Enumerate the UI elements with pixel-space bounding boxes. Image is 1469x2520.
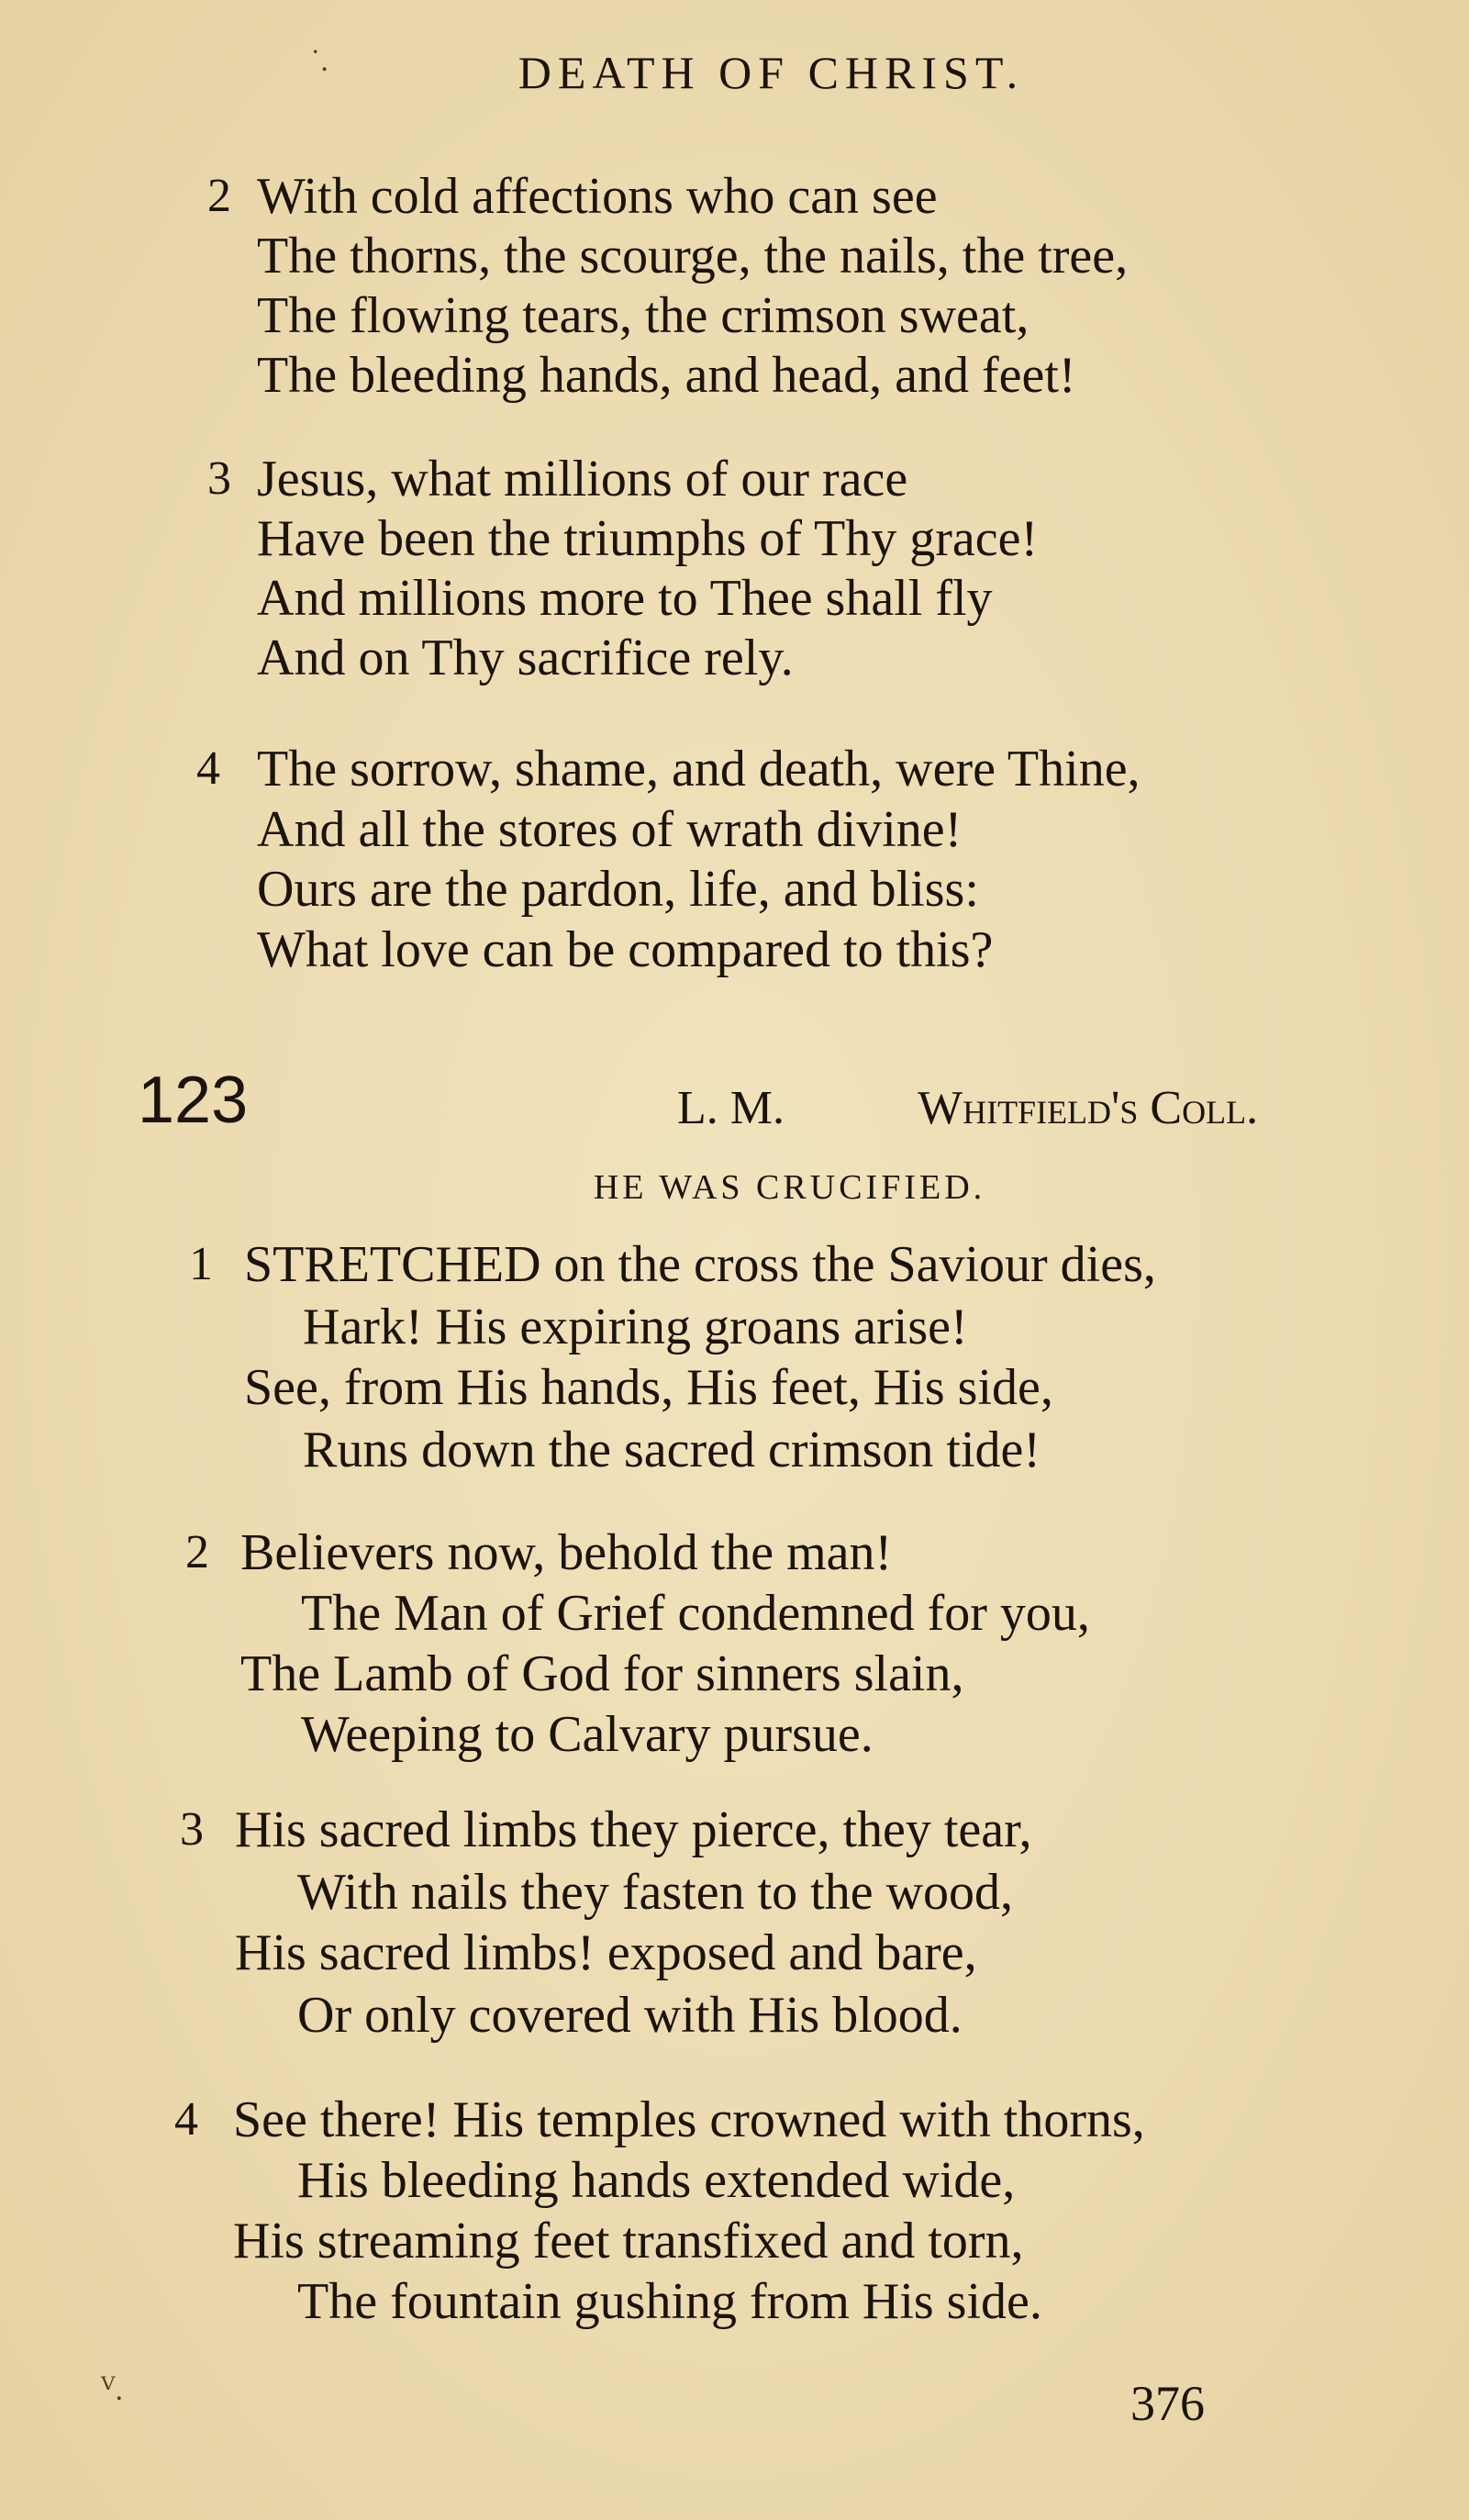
stanza-line: And all the stores of wrath divine! (257, 801, 963, 858)
stanza-line: Hark! His expiring groans arise! (303, 1299, 968, 1355)
stanza-line: Ours are the pardon, life, and bliss: (257, 861, 979, 918)
stanza-line: See, from His hands, His feet, His side, (244, 1359, 1053, 1416)
stanza-line: Have been the triumphs of Thy grace! (257, 510, 1039, 567)
page-number: 376 (1130, 2376, 1205, 2431)
stanza-line: His bleeding hands extended wide, (297, 2152, 1016, 2209)
corner-mark-bottom: ⱽ. (101, 2373, 123, 2407)
hymn-number: 123 (138, 1064, 249, 1137)
stanza-line: The Lamb of God for sinners slain, (240, 1645, 964, 1702)
stanza-line: The Man of Grief condemned for you, (301, 1585, 1090, 1642)
hymn-meter: L. M. (677, 1082, 785, 1134)
page-header-title: DEATH OF CHRIST. (517, 47, 1025, 98)
stanza-line: Or only covered with His blood. (297, 1987, 963, 2044)
stanza-line: With cold affections who can see (257, 168, 938, 225)
stanza-line: Weeping to Calvary pursue. (301, 1706, 874, 1763)
stanza-line: The thorns, the scourge, the nails, the tree, (257, 228, 1129, 284)
stanza-line: See there! His temples crowned with thorns, (233, 2091, 1145, 2148)
stanza-number: 3 (207, 452, 231, 505)
stanza-line: The sorrow, shame, and death, were Thine, (257, 741, 1141, 797)
stanza-line: Runs down the sacred crimson tide! (303, 1422, 1041, 1478)
stanza-line: The bleeding hands, and head, and feet! (257, 347, 1076, 404)
stanza-line: And millions more to Thee shall fly (257, 570, 993, 627)
stanza-line: His streaming feet transfixed and torn, (233, 2213, 1024, 2269)
stanza-line: The fountain gushing from His side. (297, 2273, 1042, 2330)
stanza-number: 4 (196, 742, 220, 795)
stanza-line: Believers now, behold the man! (240, 1524, 893, 1581)
stanza-line: His sacred limbs they pierce, they tear, (235, 1801, 1032, 1858)
corner-mark-top: ˙. (310, 44, 328, 78)
stanza-line: Jesus, what millions of our race (257, 451, 908, 507)
stanza-number: 2 (185, 1526, 209, 1578)
hymn-title: HE WAS CRUCIFIED. (593, 1168, 986, 1207)
stanza-line: The flowing tears, the crimson sweat, (257, 287, 1029, 344)
stanza-line: And on Thy sacrifice rely. (257, 630, 794, 686)
stanza-line: STRETCHED on the cross the Saviour dies, (244, 1236, 1156, 1293)
stanza-line: With nails they fasten to the wood, (297, 1864, 1014, 1921)
stanza-number: 4 (174, 2093, 198, 2146)
stanza-line: What love can be compared to this? (257, 921, 994, 978)
stanza-line: His sacred limbs! exposed and bare, (235, 1924, 977, 1981)
stanza-number: 2 (207, 170, 231, 222)
hymn-source: Whitfield's Coll. (918, 1082, 1259, 1134)
stanza-number: 1 (189, 1238, 213, 1290)
stanza-number: 3 (180, 1803, 204, 1856)
